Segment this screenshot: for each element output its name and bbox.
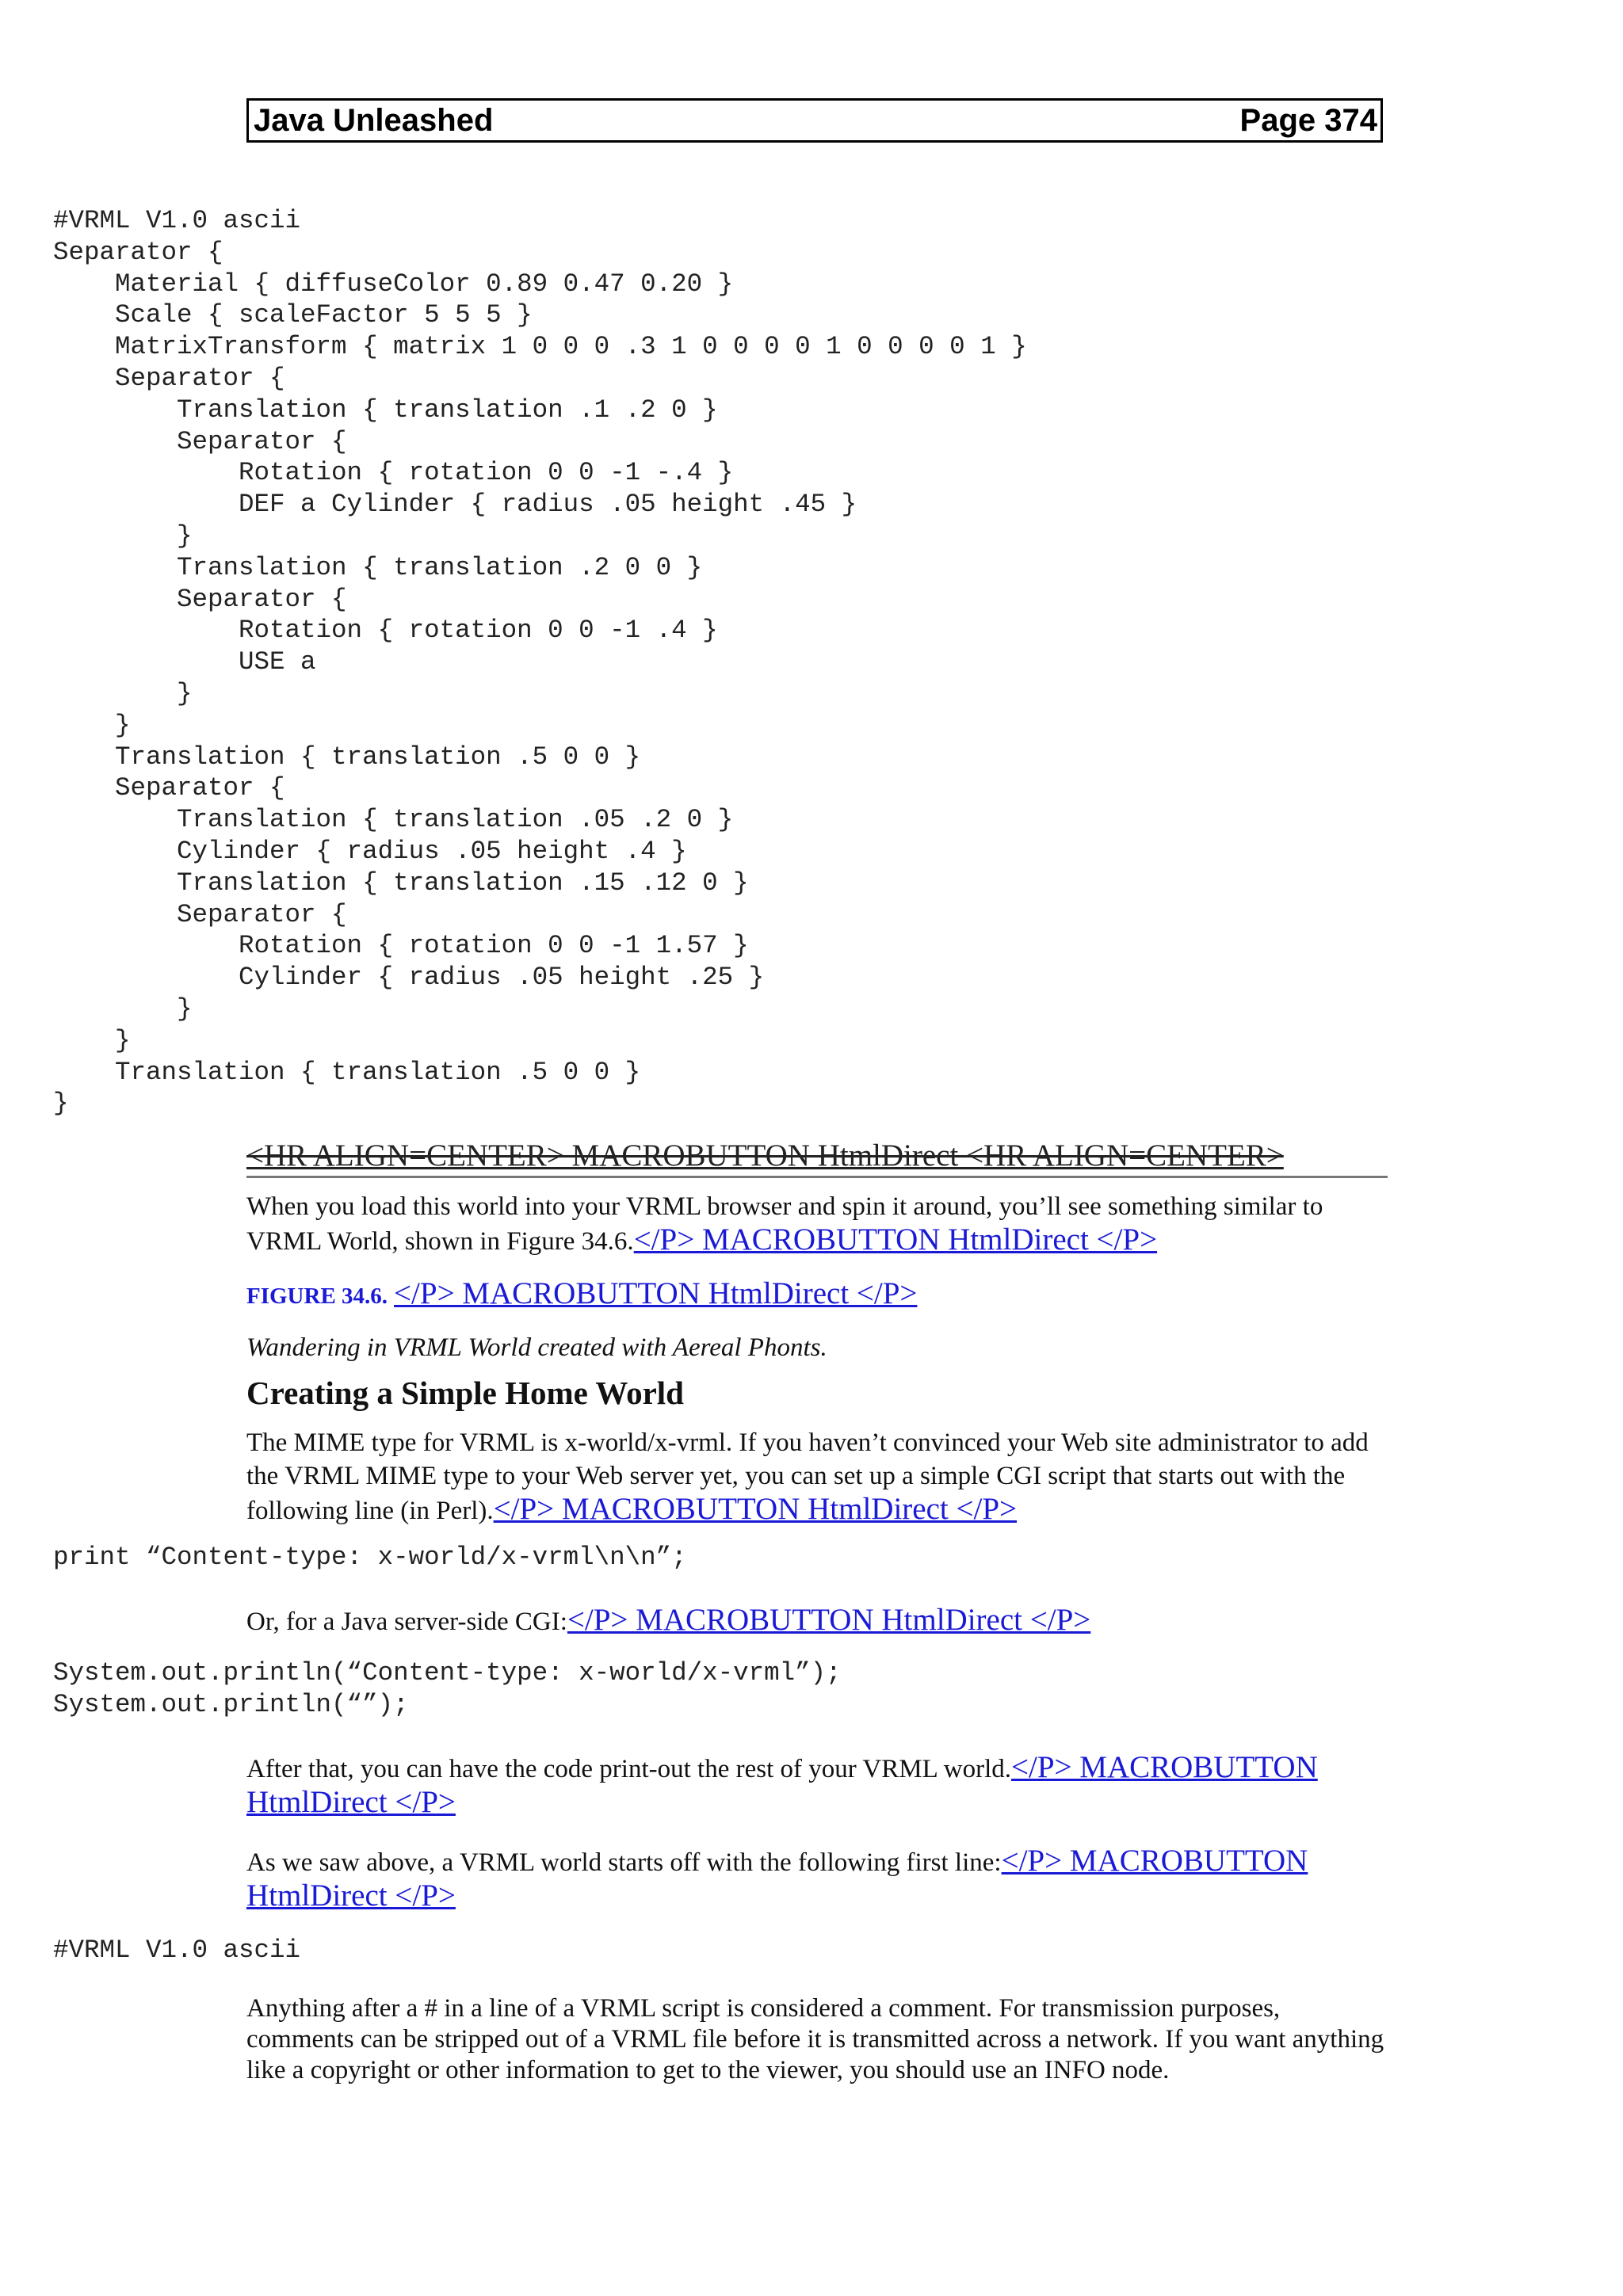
vrml-header-code: #VRML V1.0 ascii (53, 1936, 301, 1965)
macrobutton-link-6[interactable]: </P> MACROBUTTON HtmlDirect </P> (246, 1844, 1308, 1913)
paragraph-mime-type-text: The MIME type for VRML is x-world/x-vrml. If you haven’t convinced your Web site administrator to add the VRML MIME type to your Web server yet, you can set up a simple CGI script that starts out with the following line (in Perl). (246, 1428, 1369, 1525)
hr-macro-line: <HR ALIGN=CENTER> MACROBUTTON HtmlDirect <HR ALIGN=CENTER> (246, 1138, 1388, 1178)
paragraph-print-out-text: After that, you can have the code print-out the rest of your VRML world. (246, 1755, 1011, 1783)
paragraph-first-line-text: As we saw above, a VRML world starts off with the following first line: (246, 1848, 1002, 1877)
paragraph-load-world-text: When you load this world into your VRML browser and spin it around, you’ll see something similar to VRML World, shown in Figure 34.6. (246, 1192, 1323, 1256)
figure-label-line (246, 1277, 1388, 1313)
macrobutton-link-3[interactable]: </P> MACROBUTTON HtmlDirect </P> (493, 1492, 1017, 1526)
book-title: Java Unleashed (254, 102, 494, 138)
paragraph-java-cgi (246, 1604, 1388, 1638)
vrml-code-block: #VRML V1.0 ascii Separator { Material { diffuseColor 0.89 0.47 0.20 } Scale { scaleFactor 5 5 5 } MatrixTransform { matrix 1 0 0 0 .3 1 0 0 0 0 1 0 0 0 0 1 } Separator { Translation { translation .1 .2 0 } Separator { Rotation { rotation 0 0 -1 -.4 } DEF a Cylinder { radius .05 height .45 } } Translation { translation .2 0 0 } Separator { Rotation { rotation 0 0 -1 .4 } USE a } } Translation { translation .5 0 0 } Separator { Translation { translation .05 .2 0 } Cylinder { radius .05 height .4 } Translation { translation .15 .12 0 } Separator { Rotation { rotation 0 0 -1 1.57 } Cylinder { radius .05 height .25 } } } Translation { translation .5 0 0 } } (53, 206, 1027, 1119)
page-number: Page 374 (1239, 102, 1377, 138)
macrobutton-link-2[interactable]: </P> MACROBUTTON HtmlDirect </P> (394, 1276, 918, 1310)
figure-caption: Wandering in VRML World created with Aereal Phonts. (246, 1333, 827, 1362)
macrobutton-link-5[interactable]: </P> MACROBUTTON HtmlDirect </P> (246, 1750, 1318, 1819)
macrobutton-link-1[interactable]: </P> MACROBUTTON HtmlDirect </P> (633, 1222, 1158, 1257)
paragraph-java-cgi-text: Or, for a Java server-side CGI: (246, 1608, 567, 1636)
paragraph-load-world (246, 1190, 1388, 1258)
page-header (246, 98, 1383, 143)
macrobutton-link-4[interactable]: </P> MACROBUTTON HtmlDirect </P> (567, 1603, 1091, 1637)
section-heading: Creating a Simple Home World (246, 1375, 684, 1411)
perl-code-line: print “Content-type: x-world/x-vrml\n\n”; (53, 1543, 687, 1572)
paragraph-mime-type (246, 1426, 1388, 1527)
java-code-block: System.out.println(“Content-type: x-world/x-vrml”); System.out.println(“”); (53, 1658, 842, 1719)
paragraph-print-out (246, 1751, 1388, 1821)
paragraph-first-line (246, 1844, 1388, 1914)
figure-label: FIGURE 34.6. (246, 1283, 388, 1309)
paragraph-comments: Anything after a # in a line of a VRML script is considered a comment. For transmission purposes, comments can be stripped out of a VRML file before it is transmitted across a network. If you want anything like a copyright or other information to get to the viewer, you should use an INFO node. (246, 1994, 1384, 2084)
